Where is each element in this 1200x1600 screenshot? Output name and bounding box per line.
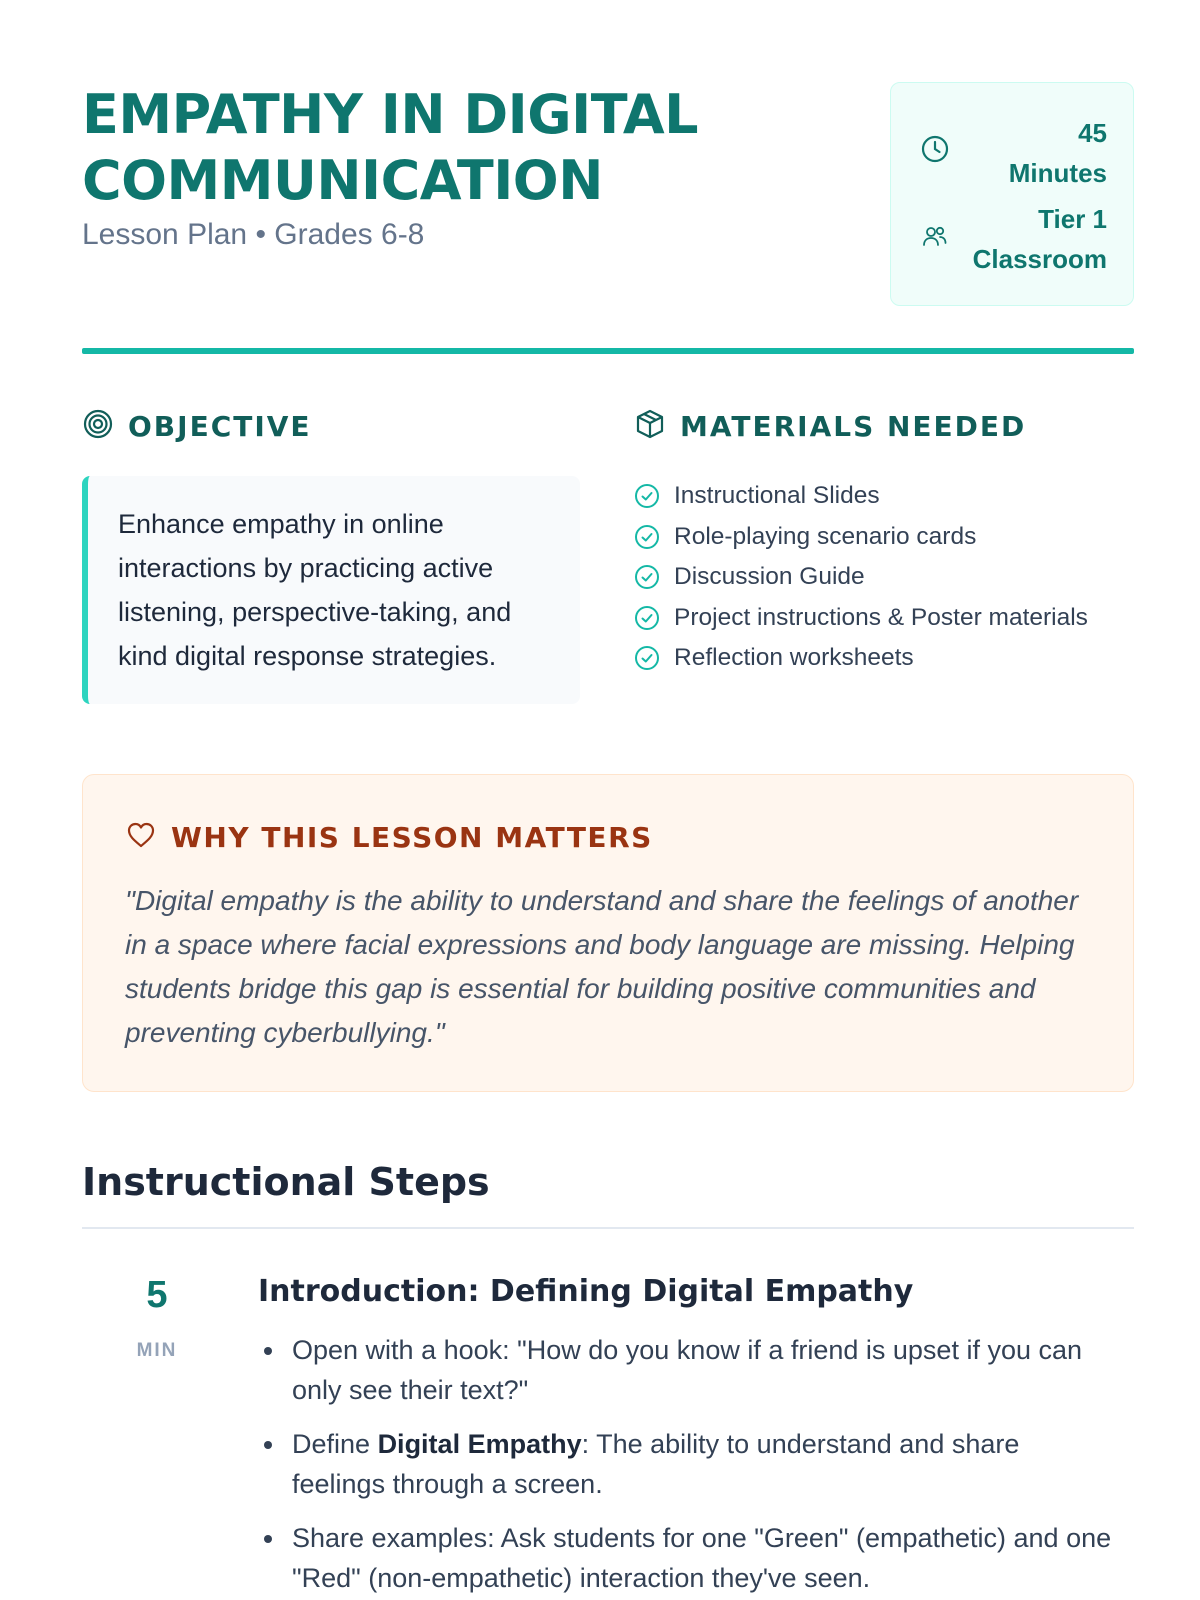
step-minutes-unit: MIN	[136, 1340, 178, 1361]
material-label: Discussion Guide	[674, 563, 865, 591]
check-circle-icon	[634, 483, 660, 509]
materials-heading-row	[634, 408, 1026, 444]
clock-icon	[919, 133, 951, 165]
bullet-definition: : The ability to understand and share feelings through a screen.	[292, 1429, 1020, 1499]
setting-row	[891, 199, 1135, 289]
material-label: Instructional Slides	[674, 482, 880, 510]
list-item	[634, 517, 1154, 558]
header-divider	[82, 348, 1134, 354]
users-icon	[919, 221, 951, 253]
objective-text: Enhance empathy in online interactions by practicing active listening, perspective-taking, and kind digital response strategies.	[118, 509, 512, 671]
steps-heading: Instructional Steps	[82, 1160, 490, 1204]
materials-heading: MATERIALS NEEDED	[680, 409, 1027, 443]
list-item	[634, 598, 1154, 639]
step-bullet: Share examples: Ask students for one "Green" (empathetic) and one "Red" (non-empathetic) interaction they've seen.	[258, 1518, 1118, 1598]
materials-list	[634, 476, 1154, 679]
setting-value: Tier 1	[1038, 204, 1107, 234]
why-heading: WHY THIS LESSON MATTERS	[171, 820, 653, 854]
steps-divider	[82, 1227, 1134, 1229]
page-title	[82, 82, 802, 214]
step-bullet	[258, 1424, 1118, 1504]
step-bullets	[258, 1330, 1118, 1600]
check-circle-icon	[634, 564, 660, 590]
check-circle-icon	[634, 645, 660, 671]
duration-value: 45	[1078, 118, 1107, 148]
heart-icon	[125, 819, 157, 855]
check-circle-icon	[634, 524, 660, 550]
why-quote: "Digital empathy is the ability to understand and share the feelings of another in a space where facial expressions and body language are missing. Helping students bridge this gap is essential for building positive communities and preventing cyberbullying."	[125, 885, 1079, 1048]
material-label: Project instructions & Poster materials	[674, 603, 1088, 631]
material-label: Reflection worksheets	[674, 644, 914, 672]
title-line-2: COMMUNICATION	[82, 149, 603, 212]
objective-heading: OBJECTIVE	[128, 409, 312, 443]
step-title: Introduction: Defining Digital Empathy	[258, 1274, 914, 1309]
objective-heading-row	[82, 408, 312, 444]
list-item	[634, 557, 1154, 598]
bullet-prefix: Define	[292, 1429, 378, 1459]
material-label: Role-playing scenario cards	[674, 522, 977, 550]
box-icon	[634, 408, 666, 444]
step-minutes: 5	[146, 1274, 168, 1316]
check-circle-icon	[634, 605, 660, 631]
objective-box	[82, 476, 580, 704]
title-line-1: EMPATHY IN DIGITAL	[82, 83, 699, 146]
why-matters-box	[82, 774, 1134, 1092]
list-item	[634, 638, 1154, 679]
duration-unit: Minutes	[1008, 158, 1107, 188]
list-item	[634, 476, 1154, 517]
setting-unit: Classroom	[972, 244, 1107, 274]
page-subtitle: Lesson Plan • Grades 6-8	[82, 218, 425, 251]
lesson-meta-card	[890, 82, 1134, 306]
duration-row	[891, 107, 1135, 197]
target-icon	[82, 408, 114, 444]
why-heading-row	[125, 819, 653, 855]
bullet-term: Digital Empathy	[377, 1429, 582, 1459]
step-bullet: Open with a hook: "How do you know if a friend is upset if you can only see their text?"	[258, 1330, 1118, 1410]
